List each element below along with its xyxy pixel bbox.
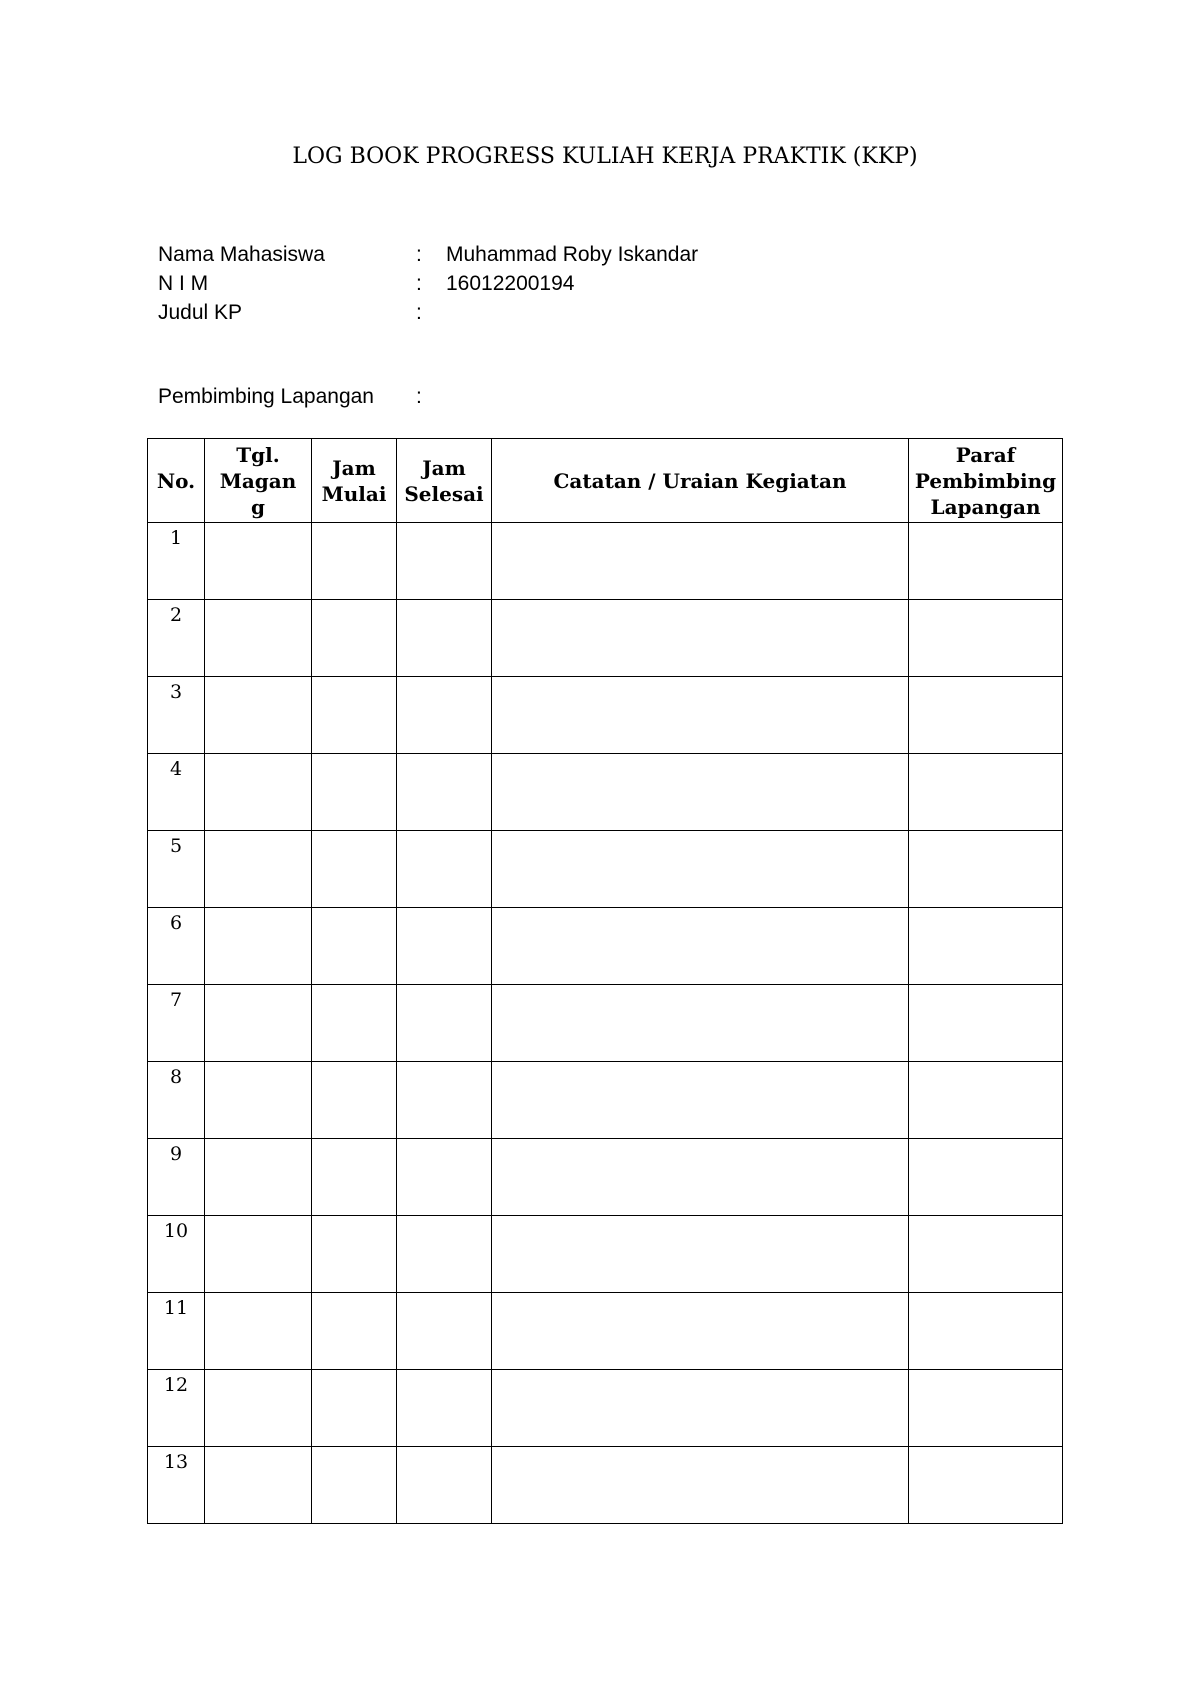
table-row [148, 677, 1063, 754]
jam-mulai-cell[interactable] [312, 831, 397, 908]
tgl-cell[interactable] [205, 831, 312, 908]
jam-selesai-cell[interactable] [397, 754, 492, 831]
paraf-cell[interactable] [909, 1293, 1063, 1370]
tgl-cell[interactable] [205, 985, 312, 1062]
info-value-nim: 16012200194 [446, 272, 575, 295]
jam-mulai-cell[interactable] [312, 1447, 397, 1524]
table-row [148, 985, 1063, 1062]
catatan-cell[interactable] [492, 1139, 909, 1216]
jam-selesai-cell[interactable] [397, 1062, 492, 1139]
tgl-cell[interactable] [205, 523, 312, 600]
info-colon: : [416, 385, 422, 408]
row-number: 13 [148, 1447, 205, 1524]
info-colon: : [416, 301, 422, 324]
row-number: 9 [148, 1139, 205, 1216]
header-jam-mulai: Jam Mulai [312, 439, 397, 523]
document-title: LOG BOOK PROGRESS KULIAH KERJA PRAKTIK (KKP) [292, 144, 918, 169]
table-row [148, 523, 1063, 600]
paraf-cell[interactable] [909, 1447, 1063, 1524]
paraf-cell[interactable] [909, 831, 1063, 908]
catatan-cell[interactable] [492, 754, 909, 831]
tgl-cell[interactable] [205, 1447, 312, 1524]
jam-mulai-cell[interactable] [312, 1370, 397, 1447]
jam-mulai-cell[interactable] [312, 985, 397, 1062]
row-number: 2 [148, 600, 205, 677]
jam-selesai-cell[interactable] [397, 677, 492, 754]
table-row [148, 1293, 1063, 1370]
paraf-cell[interactable] [909, 1062, 1063, 1139]
row-number: 6 [148, 908, 205, 985]
table-row [148, 754, 1063, 831]
paraf-cell[interactable] [909, 754, 1063, 831]
catatan-cell[interactable] [492, 1062, 909, 1139]
info-label: N I M [158, 272, 209, 295]
catatan-cell[interactable] [492, 1447, 909, 1524]
paraf-cell[interactable] [909, 677, 1063, 754]
jam-selesai-cell[interactable] [397, 908, 492, 985]
tgl-cell[interactable] [205, 908, 312, 985]
catatan-cell[interactable] [492, 1370, 909, 1447]
jam-mulai-cell[interactable] [312, 523, 397, 600]
tgl-cell[interactable] [205, 754, 312, 831]
row-number: 3 [148, 677, 205, 754]
jam-mulai-cell[interactable] [312, 1216, 397, 1293]
jam-mulai-cell[interactable] [312, 1062, 397, 1139]
jam-selesai-cell[interactable] [397, 523, 492, 600]
jam-mulai-cell[interactable] [312, 1139, 397, 1216]
tgl-cell[interactable] [205, 1062, 312, 1139]
header-tgl-magang: Tgl. Magan g [205, 439, 312, 523]
tgl-cell[interactable] [205, 1139, 312, 1216]
row-number: 4 [148, 754, 205, 831]
info-label: Judul KP [158, 301, 243, 324]
table-row [148, 908, 1063, 985]
table-row [148, 1216, 1063, 1293]
jam-mulai-cell[interactable] [312, 1293, 397, 1370]
catatan-cell[interactable] [492, 831, 909, 908]
table-row [148, 1062, 1063, 1139]
jam-selesai-cell[interactable] [397, 1293, 492, 1370]
jam-selesai-cell[interactable] [397, 1139, 492, 1216]
catatan-cell[interactable] [492, 523, 909, 600]
table-row [148, 600, 1063, 677]
tgl-cell[interactable] [205, 600, 312, 677]
row-number: 1 [148, 523, 205, 600]
info-colon: : [416, 272, 422, 295]
jam-mulai-cell[interactable] [312, 908, 397, 985]
info-colon: : [416, 243, 422, 266]
catatan-cell[interactable] [492, 985, 909, 1062]
tgl-cell[interactable] [205, 1216, 312, 1293]
table-header-row [148, 439, 1063, 523]
row-number: 12 [148, 1370, 205, 1447]
paraf-cell[interactable] [909, 1216, 1063, 1293]
catatan-cell[interactable] [492, 1293, 909, 1370]
catatan-cell[interactable] [492, 1216, 909, 1293]
row-number: 8 [148, 1062, 205, 1139]
info-label: Nama Mahasiswa [158, 243, 325, 266]
paraf-cell[interactable] [909, 985, 1063, 1062]
header-jam-selesai: Jam Selesai [397, 439, 492, 523]
info-label: Pembimbing Lapangan [158, 385, 374, 408]
jam-mulai-cell[interactable] [312, 600, 397, 677]
jam-selesai-cell[interactable] [397, 831, 492, 908]
jam-selesai-cell[interactable] [397, 600, 492, 677]
paraf-cell[interactable] [909, 600, 1063, 677]
table-row [148, 1370, 1063, 1447]
tgl-cell[interactable] [205, 677, 312, 754]
header-catatan: Catatan / Uraian Kegiatan [492, 439, 909, 523]
paraf-cell[interactable] [909, 908, 1063, 985]
jam-selesai-cell[interactable] [397, 1370, 492, 1447]
catatan-cell[interactable] [492, 908, 909, 985]
paraf-cell[interactable] [909, 1139, 1063, 1216]
paraf-cell[interactable] [909, 523, 1063, 600]
jam-mulai-cell[interactable] [312, 677, 397, 754]
header-no: No. [148, 439, 205, 523]
paraf-cell[interactable] [909, 1370, 1063, 1447]
row-number: 11 [148, 1293, 205, 1370]
catatan-cell[interactable] [492, 677, 909, 754]
table-row [148, 1139, 1063, 1216]
table-row [148, 831, 1063, 908]
log-table [147, 438, 1063, 1524]
jam-mulai-cell[interactable] [312, 754, 397, 831]
jam-selesai-cell[interactable] [397, 985, 492, 1062]
jam-selesai-cell[interactable] [397, 1447, 492, 1524]
table-row [148, 1447, 1063, 1524]
tgl-cell[interactable] [205, 1370, 312, 1447]
tgl-cell[interactable] [205, 1293, 312, 1370]
header-paraf: Paraf Pembimbing Lapangan [909, 439, 1063, 523]
catatan-cell[interactable] [492, 600, 909, 677]
jam-selesai-cell[interactable] [397, 1216, 492, 1293]
row-number: 5 [148, 831, 205, 908]
row-number: 10 [148, 1216, 205, 1293]
info-value-nama: Muhammad Roby Iskandar [446, 243, 699, 266]
row-number: 7 [148, 985, 205, 1062]
